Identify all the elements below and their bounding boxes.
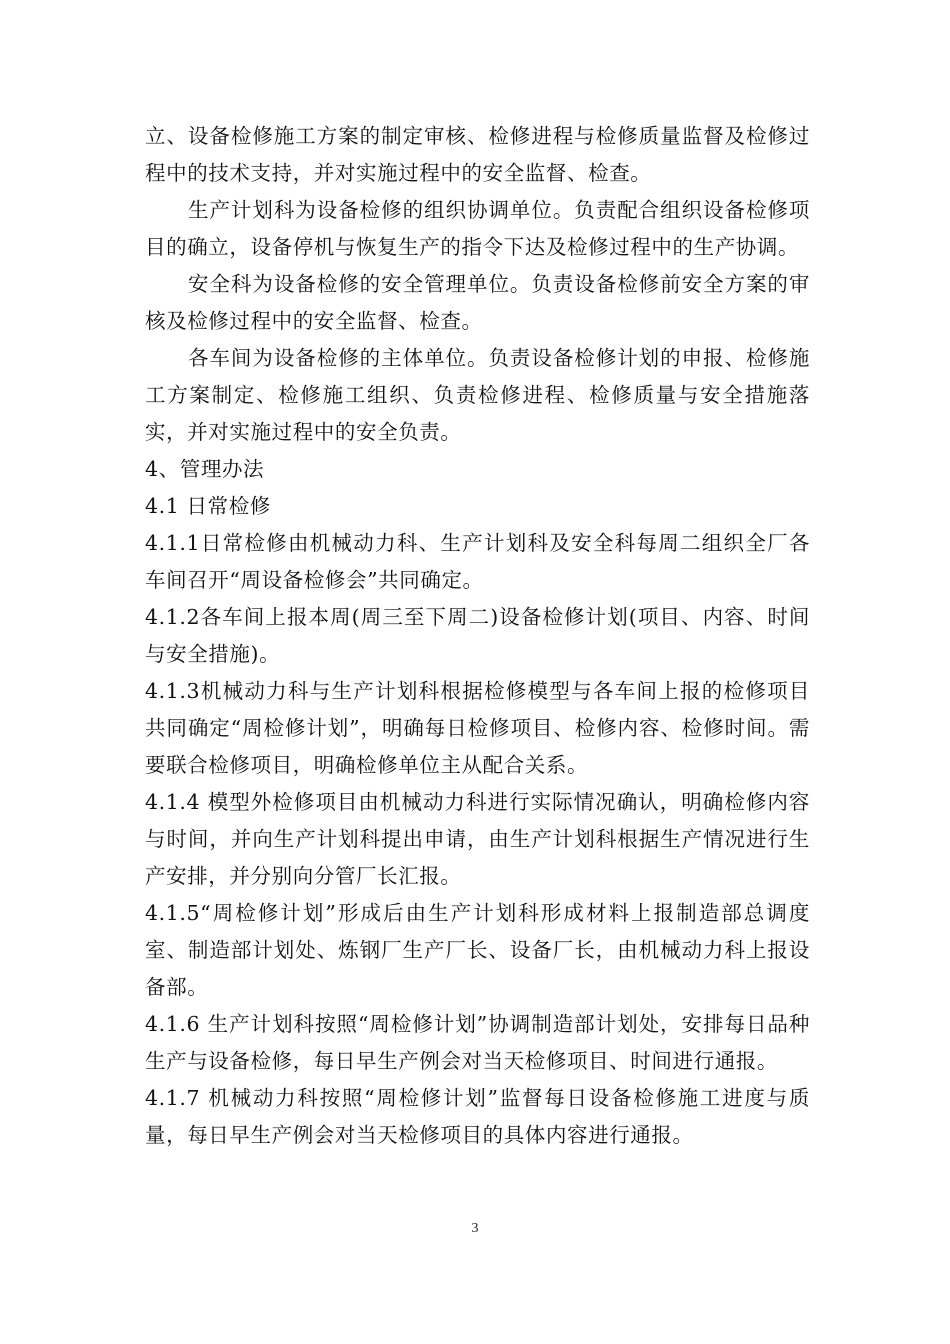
clause-4-1-7: 4.1.7 机械动力科按照“周检修计划”监督每日设备检修施工进度与质量，每日早生产例会对当天检修项目的具体内容进行通报。 — [145, 1086, 810, 1147]
clause-4-1-6: 4.1.6 生产计划科按照“周检修计划”协调制造部计划处，安排每日品种生产与设备检修，每日早生产例会对当天检修项目、时间进行通报。 — [145, 1012, 810, 1073]
paragraph-production-planning: 生产计划科为设备检修的组织协调单位。负责配合组织设备检修项目的确立，设备停机与恢复生产的指令下达及检修过程中的生产协调。 — [145, 198, 810, 259]
section-heading-management: 4、管理办法 — [145, 457, 265, 481]
clause-4-1-2: 4.1.2各车间上报本周(周三至下周二)设备检修计划(项目、内容、时间与安全措施)。 — [145, 605, 810, 666]
page-number: 3 — [471, 1221, 479, 1236]
subsection-heading-daily-maintenance: 4.1 日常检修 — [145, 494, 271, 518]
document-body — [145, 118, 810, 1154]
clause-4-1-1: 4.1.1日常检修由机械动力科、生产计划科及安全科每周二组织全厂各车间召开“周设备检修会”共同确定。 — [145, 531, 810, 592]
paragraph-continuation: 立、设备检修施工方案的制定审核、检修进程与检修质量监督及检修过程中的技术支持，并对实施过程中的安全监督、检查。 — [145, 124, 810, 185]
clause-4-1-5: 4.1.5“周检修计划”形成后由生产计划科形成材料上报制造部总调度室、制造部计划处、炼钢厂生产厂长、设备厂长，由机械动力科上报设备部。 — [145, 901, 810, 999]
clause-4-1-3: 4.1.3机械动力科与生产计划科根据检修模型与各车间上报的检修项目共同确定“周检修计划”，明确每日检修项目、检修内容、检修时间。需要联合检修项目，明确检修单位主从配合关系。 — [145, 679, 810, 777]
paragraph-workshops: 各车间为设备检修的主体单位。负责设备检修计划的申报、检修施工方案制定、检修施工组织、负责检修进程、检修质量与安全措施落实，并对实施过程中的安全负责。 — [145, 346, 810, 444]
paragraph-safety-dept: 安全科为设备检修的安全管理单位。负责设备检修前安全方案的审核及检修过程中的安全监督、检查。 — [145, 272, 810, 333]
clause-4-1-4: 4.1.4 模型外检修项目由机械动力科进行实际情况确认，明确检修内容与时间，并向生产计划科提出申请，由生产计划科根据生产情况进行生产安排，并分别向分管厂长汇报。 — [145, 790, 810, 888]
